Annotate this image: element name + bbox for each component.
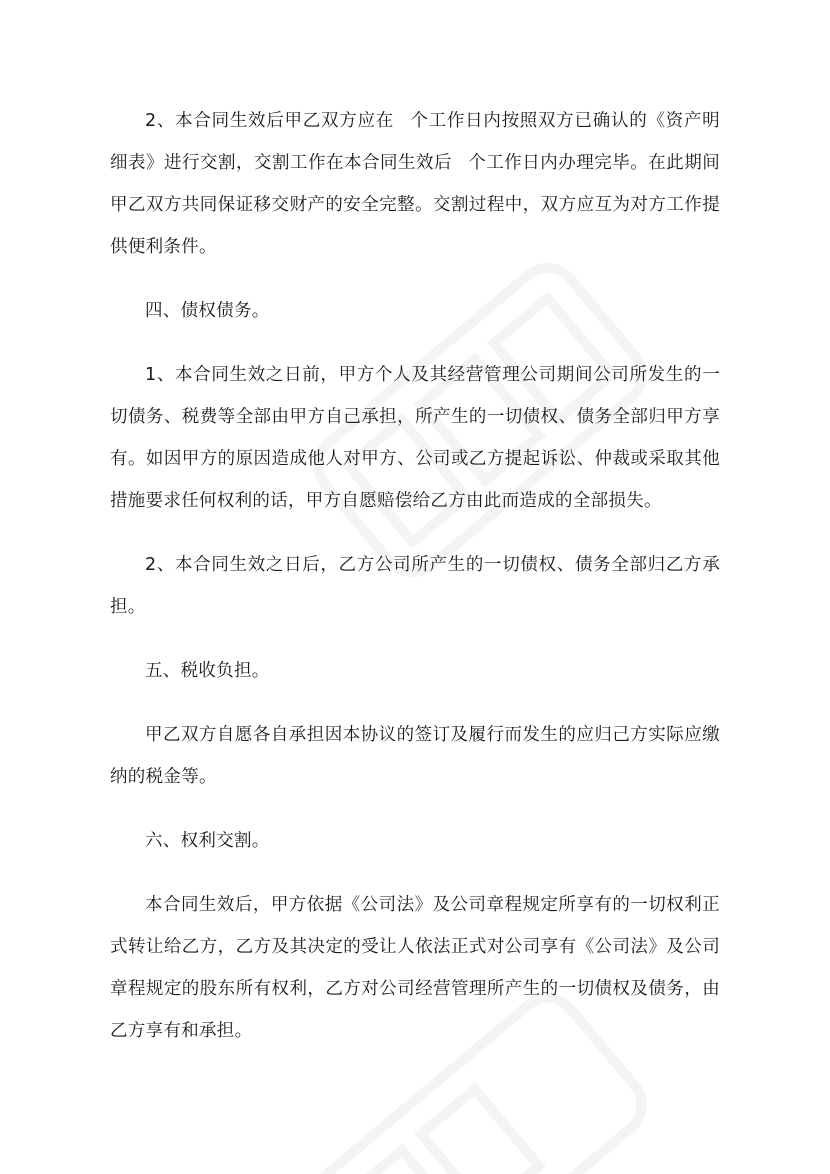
clause-3-2-part-2: 个工作日内按照双方已确认的《资产明细表》进行交割，交割工作在本合同生效后 [110, 111, 720, 173]
clause-4-1: 1、本合同生效之日前，甲方个人及其经营管理公司期间公司所发生的一切债务、税费等全部由甲方自己承担，所产生的一切债权、债务全部归甲方享有。如因甲方的原因造成他人对甲方、公司或乙方提起诉讼、仲裁或采取其他措施要求任何权利的话，甲方自愿赔偿给乙方由此而造成的全部损失。 [110, 365, 720, 511]
clause-3-2-part-3: 个工作日内办理完毕。在此期间甲乙双方共同保证移交财产的安全完整。交割过程中，双方应互为对方工作提供便利条件。 [110, 153, 720, 257]
clause-3-2 [110, 100, 720, 268]
section-6-heading: 六、权利交割。 [145, 831, 270, 851]
section-4-heading: 四、债权债务。 [145, 301, 270, 321]
clause-4-2: 2、本合同生效之日后，乙方公司所产生的一切债权、债务全部归乙方承担。 [110, 555, 720, 617]
clause-6: 本合同生效后，甲方依据《公司法》及公司章程规定所享有的一切权利正式转让给乙方，乙方及其决定的受让人依法正式对公司享有《公司法》及公司章程规定的股东所有权利，乙方对公司经营管理所产生的一切债权及债务，由乙方享有和承担。 [110, 895, 720, 1041]
clause-5: 甲乙双方自愿各自承担因本协议的签订及履行而发生的应归己方实际应缴纳的税金等。 [110, 725, 720, 787]
document-body [110, 100, 720, 1052]
clause-3-2-part-1: 2、本合同生效后甲乙双方应在 [145, 111, 394, 131]
section-5-heading: 五、税收负担。 [145, 661, 270, 681]
